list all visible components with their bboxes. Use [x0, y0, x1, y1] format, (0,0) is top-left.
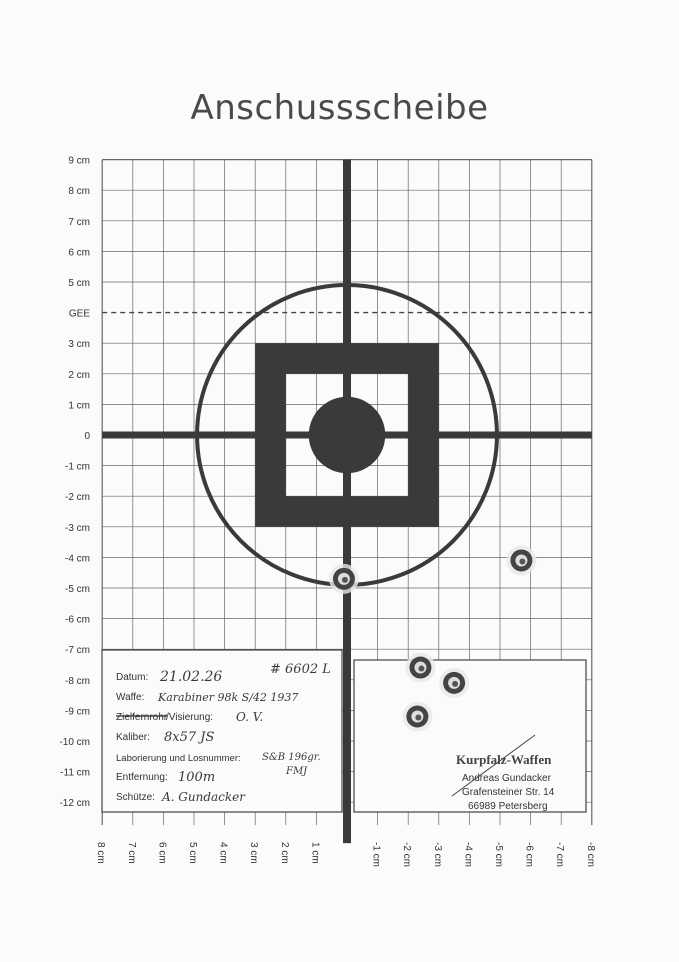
y-axis-label: -4 cm	[65, 553, 90, 565]
y-axis-labels	[59, 156, 90, 810]
x-axis-label: -8 cm	[584, 842, 596, 867]
y-axis-label: 5 cm	[68, 278, 90, 289]
y-axis-label: 8 cm	[68, 186, 90, 198]
x-axis-label: 8 cm	[95, 842, 107, 864]
y-axis-label: 1 cm	[68, 400, 90, 412]
y-axis-label: 6 cm	[68, 247, 90, 259]
shot-hole	[402, 702, 432, 732]
visierung-value: O. V.	[236, 710, 264, 724]
schuetze-value: A. Gundacker	[162, 790, 246, 804]
datum-value: 21.02.26	[160, 669, 223, 685]
kaliber-value: 8x57 JS	[164, 730, 215, 745]
y-axis-label: -12 cm	[59, 798, 90, 810]
x-axis-label: -6 cm	[523, 842, 535, 867]
shot-hole	[329, 564, 359, 594]
x-axis-label: 4 cm	[217, 842, 229, 864]
y-axis-label: -2 cm	[65, 492, 90, 504]
shot-hole	[405, 653, 435, 683]
stamp-street: Grafensteiner Str. 14	[462, 787, 555, 798]
y-axis-label: 2 cm	[68, 369, 90, 381]
x-axis-label: 5 cm	[187, 842, 198, 864]
laborierung-value: S&B 196gr.	[262, 752, 321, 763]
bullseye	[309, 397, 386, 474]
shot-hole	[506, 545, 536, 575]
y-axis-label: -9 cm	[65, 706, 90, 718]
shot-hole	[439, 668, 469, 698]
vertical-crosshair	[343, 160, 351, 844]
x-axis-label: -5 cm	[493, 842, 504, 867]
x-axis-label: -7 cm	[554, 842, 566, 867]
entfernung-label: Entfernung:	[116, 772, 168, 783]
x-axis-label: 6 cm	[156, 842, 168, 864]
stamp-city: 66989 Petersberg	[468, 801, 548, 812]
x-axis-label: 7 cm	[125, 842, 137, 864]
waffe-value: Karabiner 98k S/42 1937	[158, 691, 299, 704]
y-axis-label: -8 cm	[65, 675, 90, 687]
y-axis-label: 3 cm	[68, 339, 90, 351]
x-axis-label: 3 cm	[248, 842, 260, 864]
stamp-brand: Kurpfalz-Waffen	[456, 752, 552, 767]
x-axis-label: 1 cm	[309, 842, 321, 864]
datum-label: Datum:	[116, 672, 149, 683]
y-axis-label: 0	[84, 431, 90, 442]
page-title: Anschussscheibe	[190, 88, 489, 128]
laborierung-value-2: FMJ	[286, 766, 308, 777]
y-axis-label: -7 cm	[65, 645, 90, 657]
serial-value: # 6602 L	[270, 662, 331, 677]
x-axis-label: -4 cm	[462, 842, 474, 867]
y-axis-label: 7 cm	[68, 216, 90, 228]
shot-record-form	[102, 650, 342, 812]
x-axis-label: 2 cm	[278, 842, 290, 864]
y-axis-label: -1 cm	[65, 461, 90, 473]
entfernung-value: 100m	[178, 770, 216, 785]
zielfernrohr-label: Zielfernrohr	[116, 712, 168, 723]
y-axis-label: -6 cm	[65, 614, 90, 626]
x-axis-label: -2 cm	[401, 842, 413, 867]
waffe-label: Waffe:	[116, 692, 145, 703]
y-axis-label: -5 cm	[65, 584, 90, 595]
y-axis-label: -10 cm	[59, 737, 90, 748]
visierung-label: /Visierung:	[166, 712, 214, 723]
kaliber-label: Kaliber:	[116, 732, 150, 743]
x-axis-labels	[95, 842, 596, 867]
y-axis-label: 9 cm	[68, 155, 90, 167]
x-axis-label: -3 cm	[431, 842, 443, 867]
stamp-name: Andreas Gundacker	[462, 773, 551, 784]
y-axis-label: -3 cm	[65, 522, 90, 534]
y-axis-label: GEE	[68, 308, 90, 320]
y-axis-label: -11 cm	[60, 767, 90, 779]
schuetze-label: Schütze:	[116, 792, 155, 803]
dealer-stamp	[354, 660, 586, 812]
laborierung-label: Laborierung und Losnummer:	[116, 753, 241, 764]
x-axis-label: -1 cm	[370, 842, 382, 867]
